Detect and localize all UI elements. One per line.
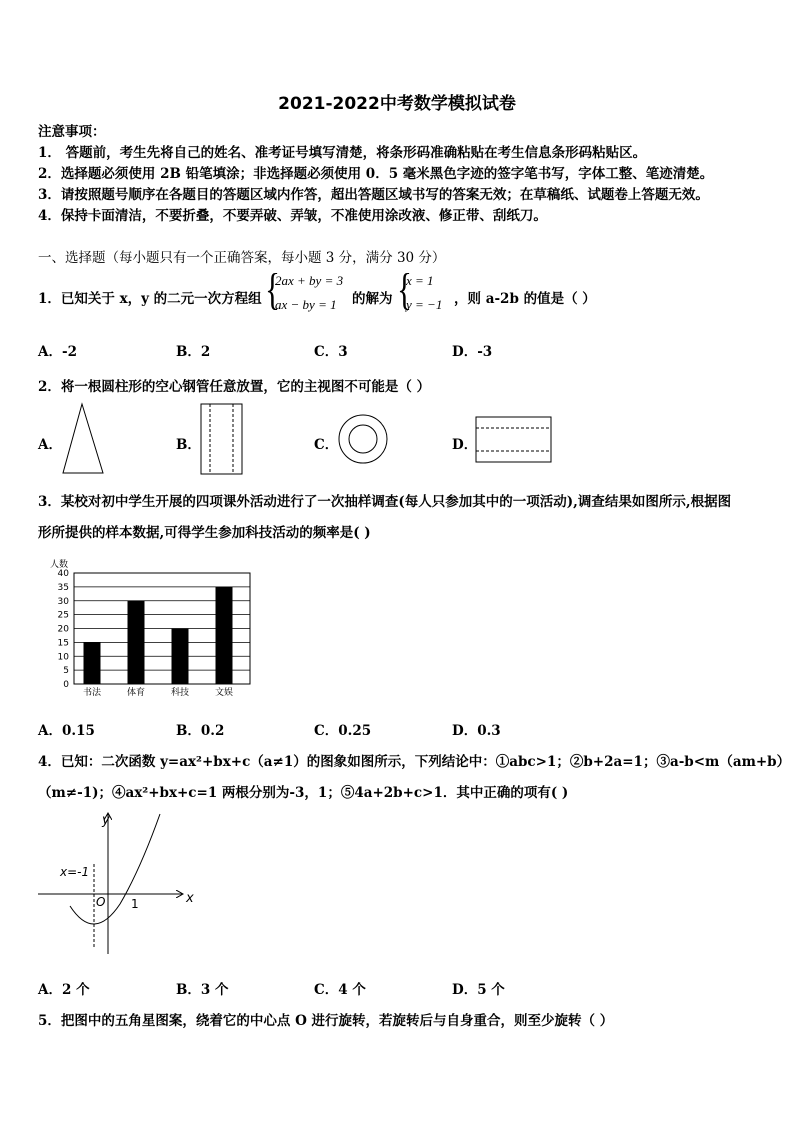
chart-bar bbox=[172, 629, 189, 685]
q5-text: 5．把图中的五角星图案，绕着它的中心点 O 进行旋转，若旋转后与自身重合，则至少旋转（ ） bbox=[38, 1013, 614, 1029]
q4-option-d: D．5 个 bbox=[452, 982, 505, 998]
q2-figure-rectangle-horizontal bbox=[474, 415, 554, 465]
q1-option-b: B．2 bbox=[176, 344, 211, 360]
q1-option-c: C．3 bbox=[314, 344, 348, 360]
section-heading: 一、选择题（每小题只有一个正确答案，每小题 3 分，满分 30 分） bbox=[38, 250, 446, 266]
q2-label-a: A． bbox=[38, 437, 62, 453]
chart-category-label: 书法 bbox=[82, 688, 102, 698]
chart-category-label: 文娱 bbox=[214, 688, 234, 698]
q2-label-c: C． bbox=[314, 437, 339, 453]
q2-label-b: B． bbox=[176, 437, 201, 453]
q1-option-a: A．-2 bbox=[38, 344, 77, 360]
graph-root-label: 1 bbox=[131, 897, 139, 911]
q1-solution-2: y = −1 bbox=[406, 297, 443, 312]
chart-bar bbox=[84, 642, 101, 684]
chart-y-tick-label: 5 bbox=[63, 666, 69, 677]
q4-text-line2: （m≠-1)；④ax²+bx+c=1 两根分别为-3，1；⑤4a+2b+c>1．其中正确的项有( ) bbox=[38, 785, 569, 801]
chart-y-tick-label: 40 bbox=[57, 569, 69, 579]
q3-text-line1: 3．某校对初中学生开展的四项课外活动进行了一次抽样调查(每人只参加其中的一项活动),调查结果如图所示,根据图 bbox=[38, 494, 732, 510]
graph-symmetry-label: x=-1 bbox=[60, 865, 90, 879]
q3-option-a: A．0.15 bbox=[38, 723, 95, 739]
graph-x-label: x bbox=[186, 891, 194, 906]
page-title: 2021-2022中考数学模拟试卷 bbox=[278, 94, 516, 114]
q1-solution-1: x = 1 bbox=[406, 273, 434, 288]
notice-item-3: 3．请按照题号顺序在各题目的答题区域内作答，超出答题区域书写的答案无效；在草稿纸、试题卷上答题无效。 bbox=[38, 187, 709, 203]
q1-equation-2: ax − by = 1 bbox=[275, 297, 337, 312]
notice-item-2: 2．选择题必须使用 2B 铅笔填涂；非选择题必须使用 0．5 毫米黑色字迹的签字笔书写，字体工整、笔迹清楚。 bbox=[38, 166, 714, 182]
chart-y-tick-label: 35 bbox=[57, 582, 69, 593]
chart-bar bbox=[128, 601, 145, 684]
chart-y-tick-label: 20 bbox=[57, 624, 69, 635]
q1-middle: 的解为 bbox=[352, 291, 393, 307]
graph-y-label: y bbox=[102, 813, 110, 828]
notice-item-1: 1． 答题前，考生先将自己的姓名、准考证号填写清楚，将条形码准确粘贴在考生信息条形码粘贴区。 bbox=[38, 145, 647, 161]
q3-option-b: B．0.2 bbox=[176, 723, 225, 739]
chart-y-tick-label: 0 bbox=[63, 680, 69, 690]
q4-option-b: B．3 个 bbox=[176, 982, 229, 998]
chart-y-tick-label: 25 bbox=[57, 610, 69, 621]
chart-y-tick-label: 30 bbox=[57, 596, 69, 607]
q3-option-c: C．0.25 bbox=[314, 723, 372, 739]
graph-origin-label: O bbox=[96, 895, 106, 909]
q4-option-c: C．4 个 bbox=[314, 982, 366, 998]
notice-heading: 注意事项： bbox=[38, 124, 106, 140]
q1-brace-left: { bbox=[265, 265, 280, 314]
chart-y-tick-label: 15 bbox=[57, 638, 69, 649]
chart-bar bbox=[216, 587, 233, 684]
q1-equation-1: 2ax + by = 3 bbox=[275, 273, 344, 288]
q3-text-line2: 形所提供的样本数据,可得学生参加科技活动的频率是( ) bbox=[38, 525, 371, 541]
q2-text: 2．将一根圆柱形的空心钢管任意放置，它的主视图不可能是（ ） bbox=[38, 379, 431, 395]
q4-option-a: A．2 个 bbox=[38, 982, 90, 998]
q4-parabola-graph bbox=[36, 808, 201, 958]
q1-suffix: ，则 a-2b 的值是（ ） bbox=[454, 291, 596, 307]
q4-text-line1: 4．已知：二次函数 y=ax²+bx+c（a≠1）的图象如图所示，下列结论中：①abc>1；②b+2a=1；③a-b<m（am+b） bbox=[38, 754, 791, 770]
q2-figure-triangle bbox=[58, 402, 108, 476]
q1-option-d: D．-3 bbox=[452, 344, 493, 360]
chart-y-tick-label: 10 bbox=[57, 652, 69, 663]
notice-item-4: 4．保持卡面清洁，不要折叠，不要弄破、弄皱，不准使用涂改液、修正带、刮纸刀。 bbox=[38, 208, 547, 224]
q1-brace-right: { bbox=[397, 265, 412, 314]
q1-prefix: 1．已知关于 x，y 的二元一次方程组 bbox=[38, 291, 262, 307]
chart-y-axis-label: 人数 bbox=[50, 560, 69, 570]
q2-label-d: D． bbox=[452, 437, 478, 453]
q2-figure-concentric-circles bbox=[336, 412, 390, 466]
q3-option-d: D．0.3 bbox=[452, 723, 501, 739]
q3-bar-chart bbox=[40, 553, 255, 698]
chart-category-label: 科技 bbox=[170, 688, 190, 698]
q2-figure-rectangle-vertical bbox=[198, 402, 246, 476]
chart-category-label: 体育 bbox=[126, 688, 146, 698]
